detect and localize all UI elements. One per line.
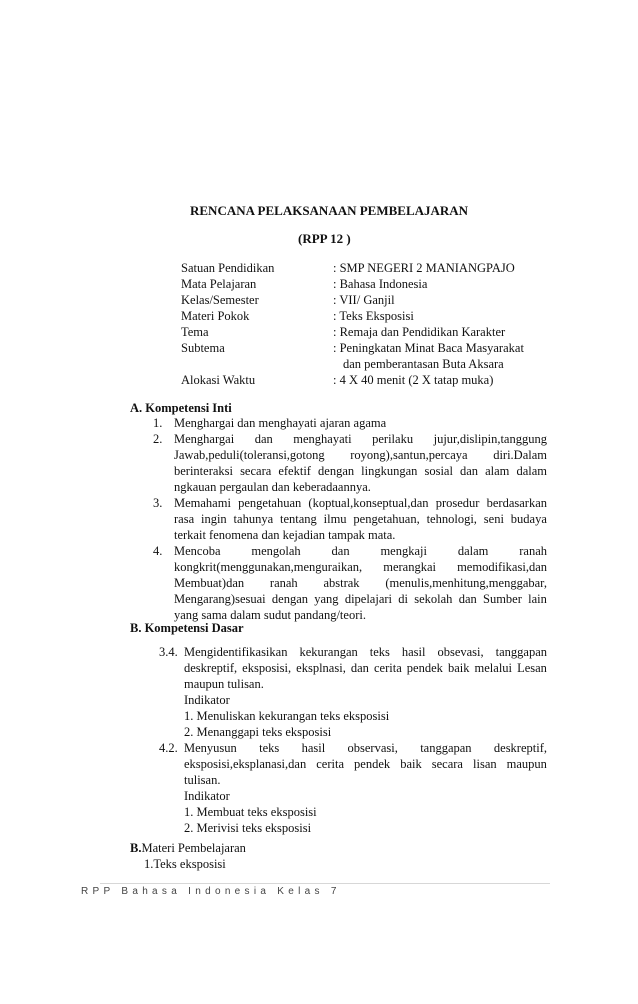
section-a-item-3-number: 3. — [153, 496, 163, 510]
text-fragment: lingkungan — [361, 464, 418, 478]
identity-label-mapel: Mata Pelajaran — [181, 277, 257, 291]
section-a-item-4-number: 4. — [153, 544, 163, 558]
section-a-item-2-line-3 — [174, 465, 547, 478]
text-fragment: eksposisi,eksplanasi,dan — [184, 757, 307, 771]
text-fragment: secara — [431, 757, 463, 771]
text-fragment: eksposisi, — [242, 661, 292, 675]
text-fragment: tehnologi, — [426, 512, 477, 526]
text-fragment: memodifikasi,dan — [457, 560, 547, 574]
document-title: RENCANA PELAKSANAAN PEMBELAJARAN — [190, 203, 469, 218]
section-b-item-1-indicator-label: Indikator — [184, 693, 230, 707]
text-fragment: yang — [314, 592, 339, 606]
materi-heading — [130, 842, 246, 855]
section-b-item-1-line-2 — [184, 662, 547, 675]
text-fragment: secara — [240, 464, 272, 478]
text-fragment: dan — [350, 661, 369, 675]
text-fragment: efektif — [278, 464, 311, 478]
section-b-item-2-indicator-label: Indikator — [184, 789, 230, 803]
text-fragment: Memahami — [174, 496, 231, 510]
section-a-heading: A. Kompetensi Inti — [130, 401, 232, 415]
section-a-item-3-line-3: terkait fenomena dan kejadian tampak mata. — [174, 528, 396, 542]
text-fragment: tanggapan — [495, 645, 547, 659]
identity-value-satuan: : SMP NEGERI 2 MANIANGPAJO — [333, 261, 515, 275]
identity-label-alokasi: Alokasi Waktu — [181, 373, 256, 387]
text-fragment: hasil — [401, 645, 426, 659]
text-fragment: Membuat)dan — [174, 576, 245, 590]
section-a-item-2-line-4: ngkauan pergaulan dan keberadaannya. — [174, 480, 371, 494]
section-b-item-1-number: 3.4. — [159, 645, 178, 659]
section-a-item-1-number: 1. — [153, 416, 163, 430]
section-a-item-3-line-1 — [174, 497, 547, 510]
text-fragment: (koptual,konseptual,dan — [308, 496, 429, 510]
text-fragment: kekurangan — [299, 645, 358, 659]
identity-label-materi: Materi Pokok — [181, 309, 250, 323]
text-fragment: cerita — [316, 757, 345, 771]
section-b-item-2-indicator-1: 1. Membuat teks eksposisi — [184, 805, 317, 819]
text-fragment: (menulis,menhitung,menggabar, — [385, 576, 547, 590]
section-a-item-4-line-1 — [174, 545, 547, 558]
identity-label-kelas: Kelas/Semester — [181, 293, 259, 307]
section-a-item-4-line-4 — [174, 593, 547, 606]
text-fragment: observasi, — [347, 741, 398, 755]
section-b-item-1-indicator-2: 2. Menanggapi teks eksposisi — [184, 725, 332, 739]
text-fragment: pengetahuan — [238, 496, 302, 510]
text-fragment: teks — [259, 741, 280, 755]
section-a-item-2-line-2 — [174, 449, 547, 462]
text-fragment: tanggapan — [420, 741, 472, 755]
section-a-item-1-line-1: Menghargai dan menghayati ajaran agama — [174, 416, 387, 430]
identity-value-mapel: : Bahasa Indonesia — [333, 277, 428, 291]
text-fragment: deskreptif, — [493, 741, 547, 755]
section-a-item-4-line-5: yang sama dalam sudut pandang/teori. — [174, 608, 366, 622]
text-fragment: dalam — [516, 464, 547, 478]
identity-label-tema: Tema — [181, 325, 209, 339]
text-fragment: lain — [528, 592, 547, 606]
document-subtitle: (RPP 12 ) — [298, 231, 351, 246]
text-fragment: melalui — [474, 661, 513, 675]
text-fragment: hasil — [301, 741, 326, 755]
section-a-item-4-line-3 — [174, 577, 547, 590]
text-fragment: pengetahuan, — [353, 512, 420, 526]
text-fragment: ranah — [519, 544, 547, 558]
section-b-item-2-indicator-2: 2. Merivisi teks eksposisi — [184, 821, 312, 835]
text-fragment: berinteraksi — [174, 464, 234, 478]
text-fragment: deskreptif, — [184, 661, 238, 675]
text-fragment: Jawab,peduli(toleransi,gotong — [174, 448, 325, 462]
text-fragment: sosial — [424, 464, 453, 478]
text-fragment: prosedur — [435, 496, 480, 510]
text-fragment: ilmu — [323, 512, 347, 526]
text-fragment: mengolah — [251, 544, 301, 558]
text-fragment: Menyusun — [184, 741, 237, 755]
page-footer: RPP Bahasa Indonesia Kelas 7 — [81, 886, 341, 897]
text-fragment: diri.Dalam — [493, 448, 547, 462]
text-fragment: berdasarkan — [486, 496, 547, 510]
text-fragment: pendek — [406, 661, 443, 675]
text-fragment: abstrak — [323, 576, 360, 590]
text-fragment: Mencoba — [174, 544, 221, 558]
identity-label-subtema: Subtema — [181, 341, 225, 355]
identity-value-subtema-continued: dan pemberantasan Buta Aksara — [343, 357, 504, 371]
text-fragment: dengan — [271, 592, 308, 606]
identity-value-kelas: : VII/ Ganjil — [333, 293, 395, 307]
text-fragment: tahunya — [233, 512, 274, 526]
text-fragment: Menghargai — [174, 432, 235, 446]
materi-heading-text: Materi Pembelajaran — [141, 841, 246, 855]
text-fragment: Mengidentifikasikan — [184, 645, 288, 659]
materi-heading-label: B. — [130, 841, 142, 855]
text-fragment: eksplnasi, — [296, 661, 346, 675]
section-b-item-2-line-2 — [184, 758, 547, 771]
identity-value-subtema: : Peningkatan Minat Baca Masyarakat — [333, 341, 524, 355]
text-fragment: budaya — [510, 512, 547, 526]
materi-item: 1.Teks eksposisi — [144, 857, 226, 871]
text-fragment: dengan — [318, 464, 355, 478]
text-fragment: mengkaji — [380, 544, 427, 558]
text-fragment: dipelajari — [344, 592, 393, 606]
identity-value-materi: : Teks Eksposisi — [333, 309, 414, 323]
text-fragment: obsevasi, — [437, 645, 484, 659]
section-b-item-2-line-1 — [184, 742, 547, 755]
text-fragment: seni — [483, 512, 504, 526]
text-fragment: Lesan — [517, 661, 547, 675]
text-fragment: cerita — [373, 661, 402, 675]
text-fragment: ingin — [200, 512, 227, 526]
text-fragment: lisan — [473, 757, 497, 771]
text-fragment: baik — [400, 757, 422, 771]
text-fragment: perilaku — [372, 432, 414, 446]
text-fragment: tentang — [279, 512, 317, 526]
identity-label-satuan: Satuan Pendidikan — [181, 261, 275, 275]
text-fragment: maupun — [506, 757, 547, 771]
text-fragment: rasa — [174, 512, 195, 526]
text-fragment: ranah — [269, 576, 298, 590]
text-fragment: royong),santun,percaya — [350, 448, 468, 462]
section-a-item-4-line-2 — [174, 561, 547, 574]
text-fragment: jujur,dislipin,tanggung — [433, 432, 547, 446]
text-fragment: dan — [460, 464, 479, 478]
text-fragment: merangkai — [383, 560, 436, 574]
section-b-item-2-line-3: tulisan. — [184, 773, 221, 787]
text-fragment: kongkrit(menggunakan,menguraikan, — [174, 560, 363, 574]
text-fragment: dan — [254, 432, 273, 446]
text-fragment: dan — [331, 544, 350, 558]
text-fragment: pendek — [354, 757, 391, 771]
section-b-item-1-line-1 — [184, 646, 547, 659]
text-fragment: Sumber — [483, 592, 522, 606]
text-fragment: baik — [447, 661, 470, 675]
text-fragment: sekolah — [414, 592, 453, 606]
text-fragment: dalam — [457, 544, 489, 558]
text-fragment: di — [398, 592, 408, 606]
section-b-heading: B. Kompetensi Dasar — [130, 621, 244, 635]
section-b-item-2-number: 4.2. — [159, 741, 178, 755]
section-b-item-1-indicator-1: 1. Menuliskan kekurangan teks eksposisi — [184, 709, 390, 723]
identity-value-alokasi: : 4 X 40 menit (2 X tatap muka) — [333, 373, 494, 387]
footer-divider — [100, 883, 550, 884]
section-a-item-2-number: 2. — [153, 432, 163, 446]
identity-value-tema: : Remaja dan Pendidikan Karakter — [333, 325, 506, 339]
text-fragment: teks — [369, 645, 390, 659]
text-fragment: alam — [485, 464, 510, 478]
section-b-item-1-line-3: maupun tulisan. — [184, 677, 264, 691]
text-fragment: menghayati — [293, 432, 352, 446]
section-a-item-3-line-2 — [174, 513, 547, 526]
section-a-item-2-line-1 — [174, 433, 547, 446]
text-fragment: dan — [458, 592, 477, 606]
text-fragment: Mengarang)sesuai — [174, 592, 266, 606]
